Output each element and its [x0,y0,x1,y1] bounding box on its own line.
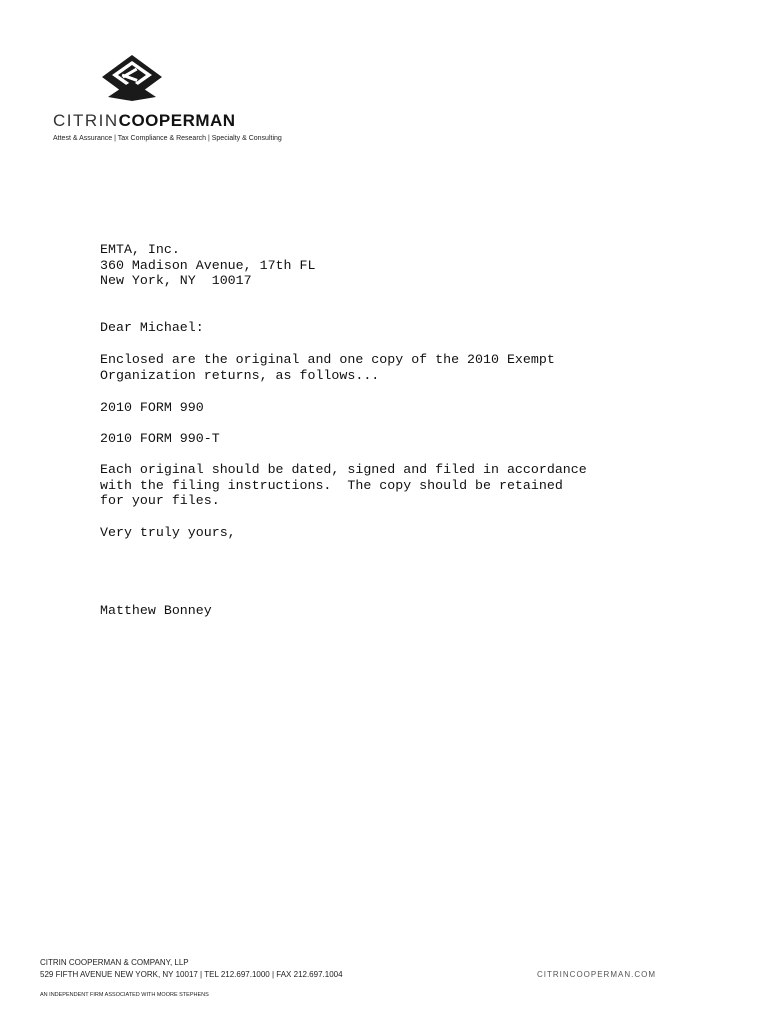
salutation: Dear Michael: [100,320,204,335]
paragraph-line: for your files. [100,493,220,508]
paragraph-line: with the filing instructions. The copy should be retained [100,477,563,493]
paragraph-line: Enclosed are the original and one copy of the 2010 Exempt [100,352,555,367]
brand-name-light: CITRIN [53,111,119,130]
recipient-line: New York, NY 10017 [100,273,252,288]
paragraph-line: Organization returns, as follows... [100,367,380,383]
form-item: 2010 FORM 990-T [100,431,220,446]
recipient-address [100,242,315,289]
signer-name: Matthew Bonney [100,603,212,618]
footer-company-name: CITRIN COOPERMAN & COMPANY, LLP [40,958,189,967]
footer-address: 529 FIFTH AVENUE NEW YORK, NY 10017 | TEL 212.697.1000 | FAX 212.697.1004 [40,970,343,979]
paragraph-line: Each original should be dated, signed and filed in accordance [100,462,587,477]
intro-paragraph [100,352,555,383]
citrin-cooperman-logo-icon [99,53,165,101]
recipient-line: 360 Madison Avenue, 17th FL [100,257,316,273]
instructions-paragraph [100,462,587,509]
brand-name-bold: COOPERMAN [118,111,236,130]
form-item: 2010 FORM 990 [100,400,204,415]
recipient-line: EMTA, Inc. [100,242,180,257]
footer-affiliation: AN INDEPENDENT FIRM ASSOCIATED WITH MOORE STEPHENS [40,992,209,998]
brand-wordmark [53,110,236,132]
footer-website: CITRINCOOPERMAN.COM [537,970,656,979]
brand-tagline: Attest & Assurance | Tax Compliance & Research | Specialty & Consulting [53,135,282,142]
closing: Very truly yours, [100,525,236,540]
